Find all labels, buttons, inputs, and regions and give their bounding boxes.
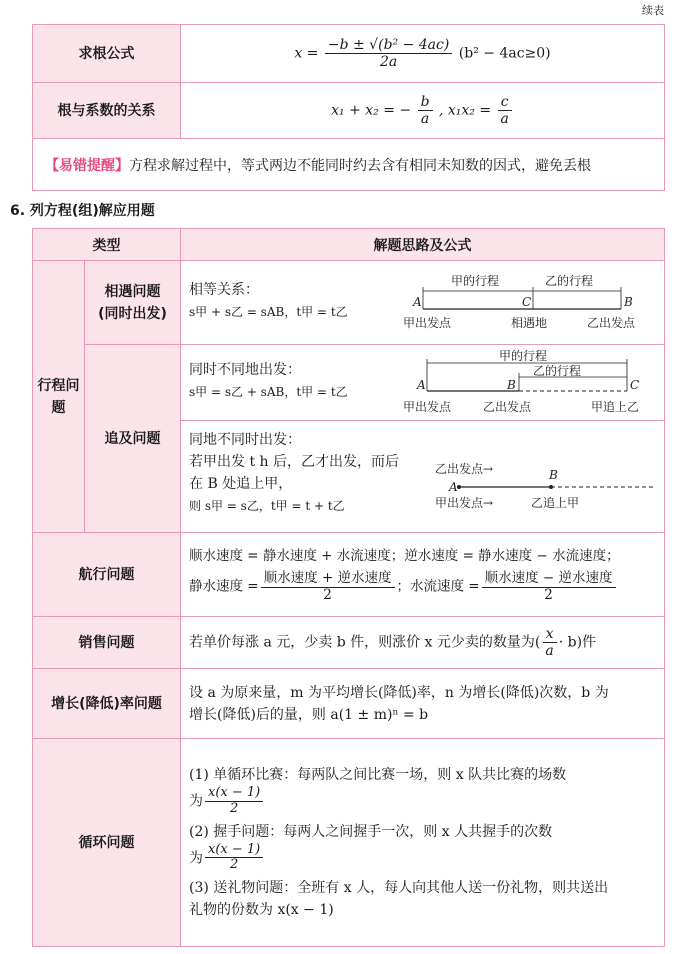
cycle2-formula xyxy=(189,843,656,874)
cycle-problem-label: 循环问题 xyxy=(33,739,181,947)
col-header-method: 解题思路及公式 xyxy=(181,229,665,261)
vieta-fraction-1 xyxy=(418,94,433,127)
formula-condition: (b² − 4ac≥0) xyxy=(458,45,551,62)
continued-label: 续表 xyxy=(642,4,664,17)
chase2-text-1: 同地不同时出发： xyxy=(189,432,301,448)
vieta-formula xyxy=(181,83,665,139)
meet-text-1: 相等关系： xyxy=(189,282,259,298)
vieta-product: , x₁x₂ = xyxy=(438,102,492,119)
cycle2-den: 2 xyxy=(229,857,239,873)
vieta-den-1: a xyxy=(420,111,430,127)
nav-fraction-2 xyxy=(482,571,616,603)
travel-problems-label: 行程问题 xyxy=(33,261,85,533)
nav-num-1: 顺水速度 + 逆水速度 xyxy=(261,571,395,588)
formula-fraction xyxy=(325,37,452,70)
sales-text-b: · b)件 xyxy=(558,634,597,651)
chase1-pt-a: A xyxy=(417,378,426,392)
chase2-text-3: 在 B 处追上甲， xyxy=(189,476,293,492)
vieta-fraction-2 xyxy=(498,94,512,127)
error-tip-text: 方程求解过程中，等式两边不能同时约去含有相同未知数的因式，避免丢根 xyxy=(129,157,591,174)
chase1-top: 甲的行程 xyxy=(499,349,548,363)
sales-num: x xyxy=(543,626,557,643)
nav-current: ；水流速度 = xyxy=(396,579,480,595)
sales-den: a xyxy=(545,643,554,659)
chase1-bot-b: 乙出发点 xyxy=(483,400,532,414)
chase2-pt-b: B xyxy=(549,468,558,482)
cycle1-formula xyxy=(189,786,656,817)
chase-problem-label: 追及问题 xyxy=(85,345,181,533)
formula-denominator: 2a xyxy=(379,54,398,70)
cycle1-text: (1) 单循环比赛：每两队之间比赛一场，则 x 队共比赛的场数 xyxy=(189,766,567,783)
word-problem-table xyxy=(32,228,665,947)
meet-label-line1: 相遇问题 xyxy=(104,283,161,300)
vieta-num-1: b xyxy=(418,94,433,111)
chase1-text-2: s甲 = s乙 + sAB，t甲 = t乙 xyxy=(189,385,348,399)
section-title: 6. 列方程(组)解应用题 xyxy=(10,203,155,219)
chase-same-place-diagram xyxy=(431,457,661,517)
chase-same-time-content xyxy=(181,345,665,421)
vieta-label: 根与系数的关系 xyxy=(33,83,181,139)
meet-pt-a: A xyxy=(413,295,422,309)
sales-text-a: 若单价每涨 a 元，少卖 b 件，则涨价 x 元少卖的数量为( xyxy=(189,634,541,651)
chase-same-time-diagram xyxy=(403,349,665,419)
chase2-bot-a: 甲出发点→ xyxy=(435,496,494,510)
navigation-problem-label: 航行问题 xyxy=(33,533,181,617)
error-tip-tag: 【易错提醒】 xyxy=(45,157,129,174)
chase2-top: 乙出发点→ xyxy=(435,462,494,476)
sales-problem-content xyxy=(181,617,665,669)
navigation-problem-content xyxy=(181,533,665,617)
cycle3-text-2: 礼物的份数为 x(x − 1) xyxy=(189,902,334,919)
nav-den-2: 2 xyxy=(544,587,553,603)
chase1-text-1: 同时不同地出发： xyxy=(189,362,301,378)
sales-fraction xyxy=(542,626,556,659)
chase1-mid: 乙的行程 xyxy=(533,364,582,378)
chase2-bot-b: 乙追上甲 xyxy=(531,496,580,510)
vieta-sum: x₁ + x₂ = − xyxy=(331,102,412,119)
meet-pt-c: C xyxy=(522,295,532,309)
cycle3-text-1: (3) 送礼物问题：全班有 x 人，每人向其他人送一份礼物，则共送出 xyxy=(189,880,609,897)
nav-den-1: 2 xyxy=(323,587,332,603)
chase1-pt-c: C xyxy=(630,378,640,392)
vieta-num-2: c xyxy=(498,94,512,111)
meet-bot-a: 甲出发点 xyxy=(403,316,452,330)
chase-same-place-content xyxy=(181,421,665,533)
formula-numerator: −b ± √(b² − 4ac) xyxy=(325,37,452,54)
cycle1-prefix: 为 xyxy=(189,793,203,810)
chase2-text-4: 则 s甲 = s乙，t甲 = t + t乙 xyxy=(189,499,345,513)
cycle-problem-content xyxy=(181,739,665,947)
nav-still-water: 静水速度 = xyxy=(189,579,259,595)
formula-table xyxy=(32,24,665,191)
cycle2-num: x(x − 1) xyxy=(205,843,263,859)
cycle2-prefix: 为 xyxy=(189,849,203,866)
cycle1-fraction xyxy=(205,786,263,817)
chase1-pt-b: B xyxy=(507,378,516,392)
cycle2-fraction xyxy=(205,843,263,874)
col-header-type: 类型 xyxy=(33,229,181,261)
meet-bot-b: 乙出发点 xyxy=(587,316,636,330)
meet-bot-c: 相遇地 xyxy=(511,316,548,330)
meet-problem-content xyxy=(181,261,665,345)
chase1-bot-a: 甲出发点 xyxy=(403,400,452,414)
meet-text-2: s甲 + s乙 = sAB，t甲 = t乙 xyxy=(189,305,348,319)
chase2-pt-a: A xyxy=(449,480,458,494)
formula-lhs: x = xyxy=(294,45,319,62)
nav-text-1: 顺水速度 = 静水速度 + 水流速度；逆水速度 = 静水速度 − 水流速度； xyxy=(189,548,620,565)
nav-fraction-1 xyxy=(261,571,395,603)
vieta-den-2: a xyxy=(500,111,509,127)
meet-pt-b: B xyxy=(624,295,633,309)
chase1-bot-c: 甲追上乙 xyxy=(591,400,640,414)
cycle1-den: 2 xyxy=(229,800,239,816)
meet-top-a: 甲的行程 xyxy=(451,274,500,288)
error-tip xyxy=(33,139,665,191)
growth-problem-content xyxy=(181,669,665,739)
chase2-text-2: 若甲出发 t h 后，乙才出发，而后 xyxy=(189,454,399,470)
meet-label-line2: (同时出发) xyxy=(98,305,167,322)
meet-top-b: 乙的行程 xyxy=(545,274,594,288)
cycle1-num: x(x − 1) xyxy=(205,786,263,802)
meet-diagram xyxy=(403,269,653,335)
growth-problem-label: 增长(降低)率问题 xyxy=(33,669,181,739)
growth-text-2: 增长(降低)后的量，则 a(1 ± m)ⁿ = b xyxy=(189,706,429,723)
cycle2-text: (2) 握手问题：每两人之间握手一次，则 x 人共握手的次数 xyxy=(189,823,553,840)
nav-text-2 xyxy=(189,571,656,603)
meet-problem-label xyxy=(85,261,181,345)
sales-problem-label: 销售问题 xyxy=(33,617,181,669)
quadratic-formula-label: 求根公式 xyxy=(33,25,181,83)
nav-num-2: 顺水速度 − 逆水速度 xyxy=(482,571,616,588)
quadratic-formula xyxy=(181,25,665,83)
growth-text-1: 设 a 为原来量，m 为平均增长(降低)率，n 为增长(降低)次数，b 为 xyxy=(189,684,609,701)
